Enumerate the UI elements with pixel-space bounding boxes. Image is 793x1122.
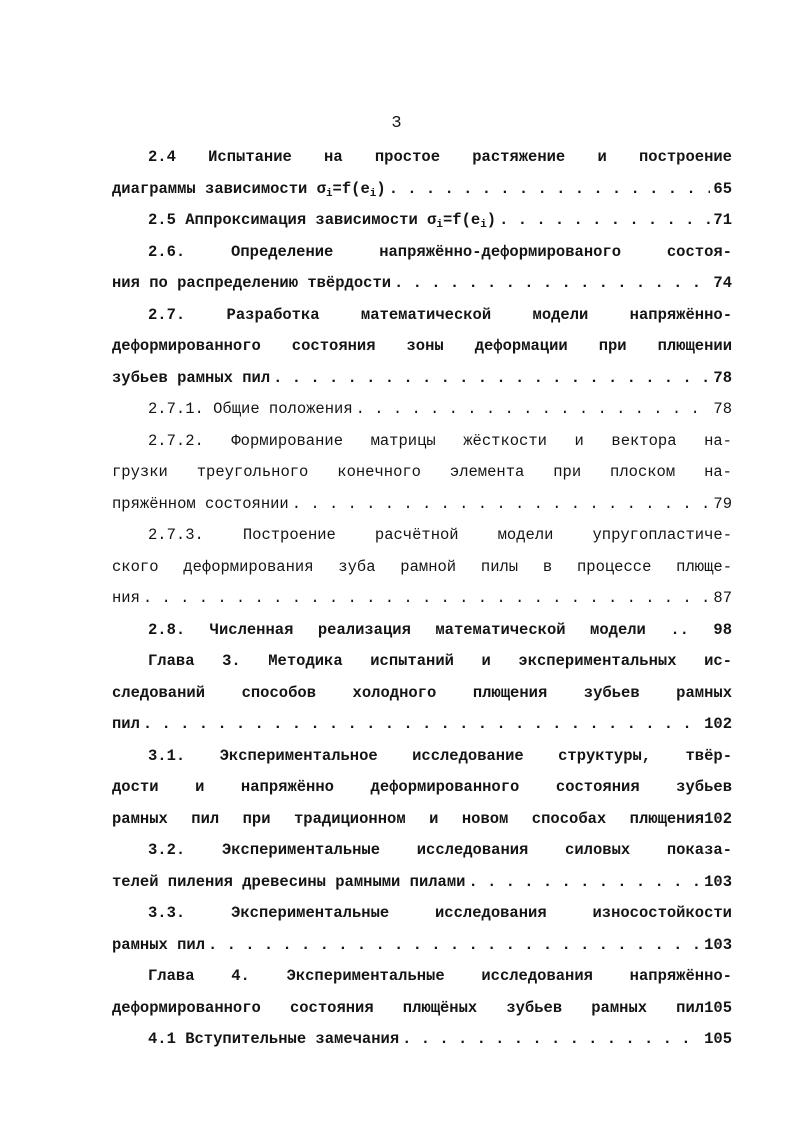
toc-entry-2-6: ния по распределению твёрдости . . . 74 bbox=[112, 268, 732, 300]
toc-entry-2-5: 2.5 Аппроксимация зависимости $\sigma_i=f(e_i)$ . . . 71 bbox=[112, 205, 732, 237]
page-ref: 79 bbox=[713, 494, 732, 513]
dot-leader bbox=[499, 205, 710, 237]
table-of-contents bbox=[112, 142, 732, 1056]
page-ref: 78 bbox=[713, 400, 732, 418]
toc-entry-3-3: рамных пил . . . 103 bbox=[112, 930, 732, 962]
toc-entry-2-8: 2.8. Численная реализация математической модели .. 98 bbox=[148, 620, 732, 639]
dot-leader bbox=[208, 930, 701, 962]
toc-line: 2.7. Разработка математической модели напряжённо- bbox=[148, 305, 732, 324]
toc-entry-3-1: рамных пил при традиционном и новом способах плющения102 bbox=[112, 809, 732, 828]
page-ref: 103 bbox=[704, 935, 732, 954]
page-ref: 74 bbox=[713, 274, 732, 292]
page-ref: 71 bbox=[713, 211, 732, 229]
dot-leader bbox=[143, 709, 701, 741]
toc-entry-2-7: зубьев рамных пил . . . 78 bbox=[112, 363, 732, 395]
toc-line: следований способов холодного плющения зубьев рамных bbox=[112, 683, 732, 702]
dot-leader bbox=[394, 268, 710, 300]
toc-line: грузки треугольного конечного элемента при плоском на- bbox=[112, 463, 732, 481]
toc-line: ского деформирования зуба рамной пилы в процессе плюще- bbox=[112, 557, 732, 576]
toc-entry-chapter-4: деформированного состояния плющёных зубьев рамных пил105 bbox=[112, 998, 732, 1017]
toc-line: 3.1. Экспериментальное исследование структуры, твёр- bbox=[148, 746, 732, 765]
dot-leader bbox=[273, 363, 710, 395]
dot-leader bbox=[402, 1024, 701, 1056]
toc-line: деформированного состояния зоны деформации при плющении bbox=[112, 337, 732, 355]
dot-leader bbox=[143, 583, 710, 615]
toc-entry-2-4: диаграммы зависимости $\sigma_i=f(e_i)$ . . . 65 bbox=[112, 174, 732, 206]
dot-leader bbox=[389, 174, 711, 206]
page-number: 3 bbox=[391, 114, 402, 133]
toc-line: Глава 3. Методика испытаний и экспериментальных ис- bbox=[148, 652, 732, 670]
page-ref: 102 bbox=[704, 715, 732, 733]
toc-line: дости и напряжённо деформированного состояния зубьев bbox=[112, 778, 732, 796]
page-ref: 103 bbox=[704, 872, 732, 891]
dot-leader bbox=[356, 394, 711, 426]
toc-entry-4-1: 4.1 Вступительные замечания . . . 105 bbox=[112, 1024, 732, 1056]
page-ref: 105 bbox=[704, 1030, 732, 1048]
toc-line: 2.7.2. Формирование матрицы жёсткости и вектора на- bbox=[148, 431, 732, 450]
page-ref: 65 bbox=[713, 179, 732, 198]
toc-entry-2-7-3: ния . . . 87 bbox=[112, 583, 732, 615]
toc-line: 3.2. Экспериментальные исследования силовых показа- bbox=[148, 841, 732, 859]
toc-entry-3-2: телей пиления древесины рамными пилами . . . 103 bbox=[112, 867, 732, 899]
toc-entry-2-7-1: 2.7.1. Общие положения . . . 78 bbox=[112, 394, 732, 426]
page-ref: 87 bbox=[713, 589, 732, 607]
toc-line: 2.4 Испытание на простое растяжение и построение bbox=[148, 148, 732, 166]
toc-line: Глава 4. Экспериментальные исследования напряжённо- bbox=[148, 967, 732, 985]
dot-leader bbox=[468, 867, 701, 899]
page-ref: 78 bbox=[713, 368, 732, 387]
dot-leader bbox=[292, 489, 711, 521]
toc-line: 3.3. Экспериментальные исследования износостойкости bbox=[148, 904, 732, 922]
toc-entry-chapter-3: пил . . . 102 bbox=[112, 709, 732, 741]
toc-entry-2-7-2: пряжённом состоянии . . . 79 bbox=[112, 489, 732, 521]
toc-line: 2.7.3. Построение расчётной модели упругопластиче- bbox=[148, 526, 732, 544]
toc-line: 2.6. Определение напряжённо-деформированого состоя- bbox=[148, 242, 732, 261]
